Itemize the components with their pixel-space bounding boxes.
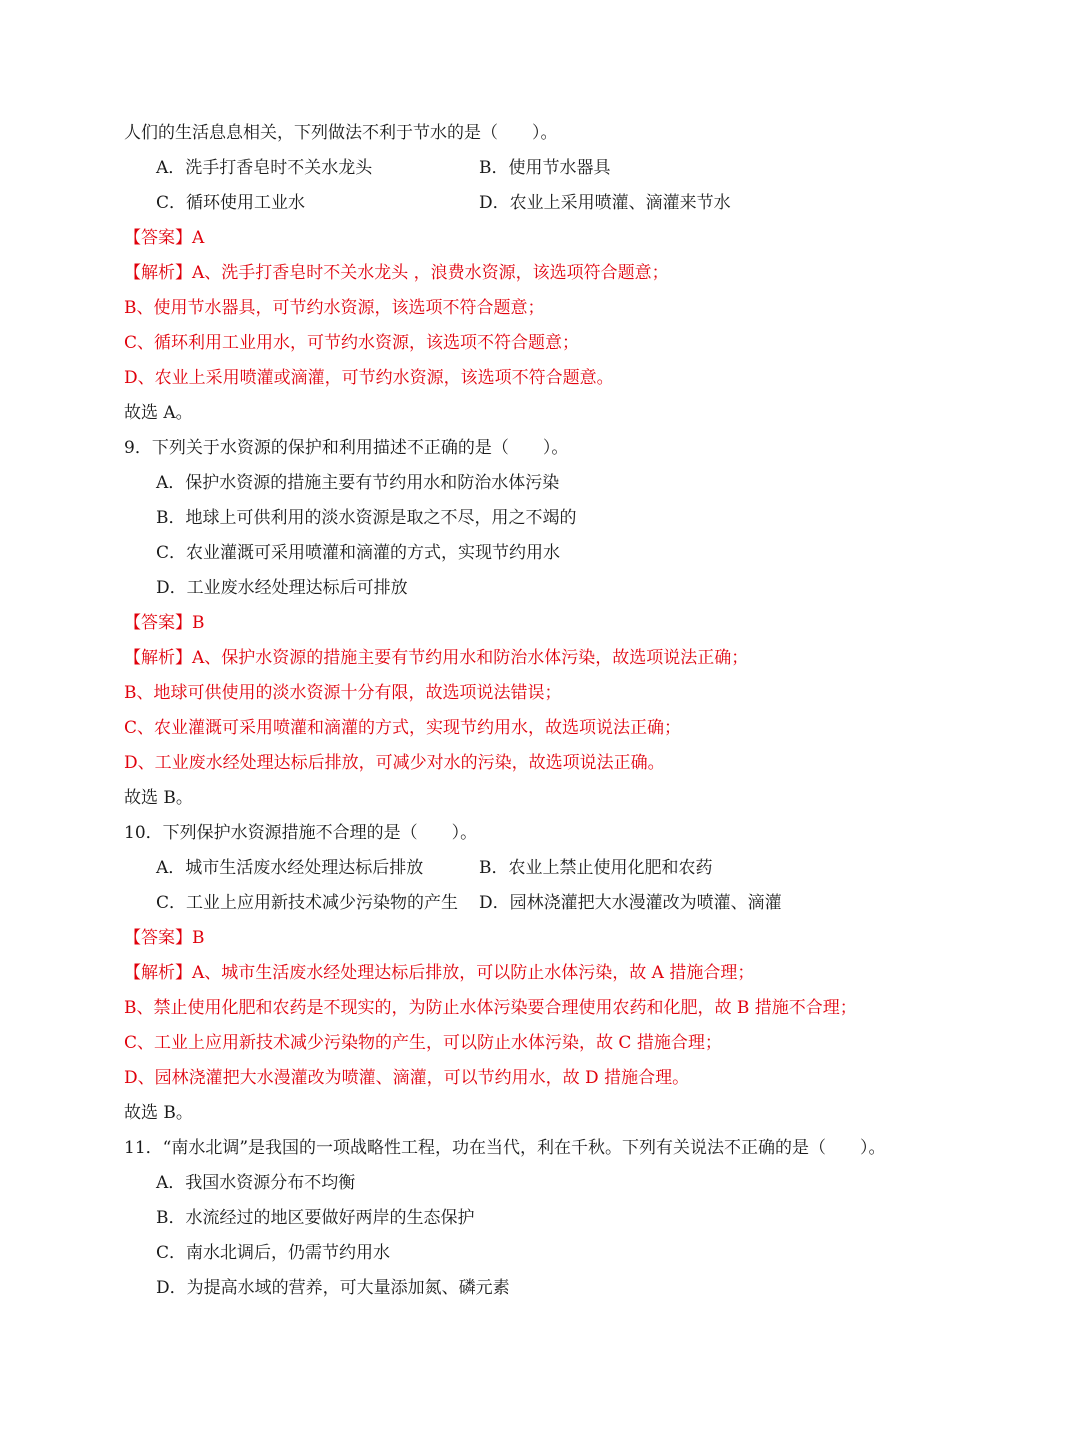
- q10-stem: 10．下列保护水资源措施不合理的是（ ）。: [124, 823, 478, 843]
- q8-analysis-line: C、循环利用工业用水，可节约水资源，该选项不符合题意；: [124, 333, 580, 353]
- q10-option-c: C．工业上应用新技术减少污染物的产生: [156, 893, 459, 913]
- q10-analysis-line: D、园林浇灌把大水漫灌改为喷灌、滴灌，可以节约用水，故 D 措施合理。: [124, 1068, 690, 1088]
- q8-analysis-line: B、使用节水器具，可节约水资源，该选项不符合题意；: [124, 298, 545, 318]
- q8-conclusion: 故选 A。: [124, 403, 193, 423]
- q9-answer: 【答案】B: [124, 613, 205, 633]
- q10-option-a: A．城市生活废水经处理达标后排放: [156, 858, 424, 878]
- q11-option-d: D．为提高水域的营养，可大量添加氮、磷元素: [156, 1278, 510, 1298]
- q9-analysis-line: B、地球可供使用的淡水资源十分有限，故选项说法错误；: [124, 683, 562, 703]
- q10-option-d: D．园林浇灌把大水漫灌改为喷灌、滴灌: [479, 893, 782, 913]
- q9-option-d: D．工业废水经处理达标后可排放: [156, 578, 408, 598]
- q11-stem: 11．“南水北调”是我国的一项战略性工程，功在当代，利在千秋。下列有关说法不正确的是（ ）。: [124, 1138, 886, 1158]
- q8-analysis-line: D、农业上采用喷灌或滴灌，可节约水资源，该选项不符合题意。: [124, 368, 614, 388]
- q10-analysis-line: C、工业上应用新技术减少污染物的产生，可以防止水体污染，故 C 措施合理；: [124, 1033, 722, 1053]
- q8-stem: 人们的生活息息相关，下列做法不利于节水的是（ ）。: [124, 123, 558, 143]
- q10-conclusion: 故选 B。: [124, 1103, 193, 1123]
- q9-conclusion: 故选 B。: [124, 788, 193, 808]
- q11-option-c: C．南水北调后，仍需节约用水: [156, 1243, 391, 1263]
- q9-analysis-line: D、工业废水经处理达标后排放，可减少对水的污染，故选项说法正确。: [124, 753, 665, 773]
- q10-analysis-line: 【解析】A、城市生活废水经处理达标后排放，可以防止水体污染，故 A 措施合理；: [124, 963, 755, 983]
- q10-option-b: B．农业上禁止使用化肥和农药: [479, 858, 713, 878]
- q10-answer: 【答案】B: [124, 928, 205, 948]
- q9-option-b: B．地球上可供利用的淡水资源是取之不尽，用之不竭的: [156, 508, 577, 528]
- q9-stem: 9．下列关于水资源的保护和利用描述不正确的是（ ）。: [124, 438, 569, 458]
- q11-option-a: A．我国水资源分布不均衡: [156, 1173, 356, 1193]
- q8-option-c: C．循环使用工业水: [156, 193, 306, 213]
- q8-analysis-line: 【解析】A、洗手打香皂时不关水龙头 ，浪费水资源，该选项符合题意；: [124, 263, 669, 283]
- q8-answer: 【答案】A: [124, 228, 205, 248]
- q9-analysis-line: C、农业灌溉可采用喷灌和滴灌的方式，实现节约用水，故选项说法正确；: [124, 718, 682, 738]
- q9-option-c: C．农业灌溉可采用喷灌和滴灌的方式，实现节约用水: [156, 543, 561, 563]
- q9-option-a: A．保护水资源的措施主要有节约用水和防治水体污染: [156, 473, 560, 493]
- q10-analysis-line: B、禁止使用化肥和农药是不现实的，为防止水体污染要合理使用农药和化肥，故 B 措施不合理；: [124, 998, 857, 1018]
- q8-option-a: A．洗手打香皂时不关水龙头: [156, 158, 373, 178]
- q11-option-b: B．水流经过的地区要做好两岸的生态保护: [156, 1208, 475, 1228]
- q8-option-b: B．使用节水器具: [479, 158, 611, 178]
- q8-option-d: D．农业上采用喷灌、滴灌来节水: [479, 193, 731, 213]
- q9-analysis-line: 【解析】A、保护水资源的措施主要有节约用水和防治水体污染，故选项说法正确；: [124, 648, 749, 668]
